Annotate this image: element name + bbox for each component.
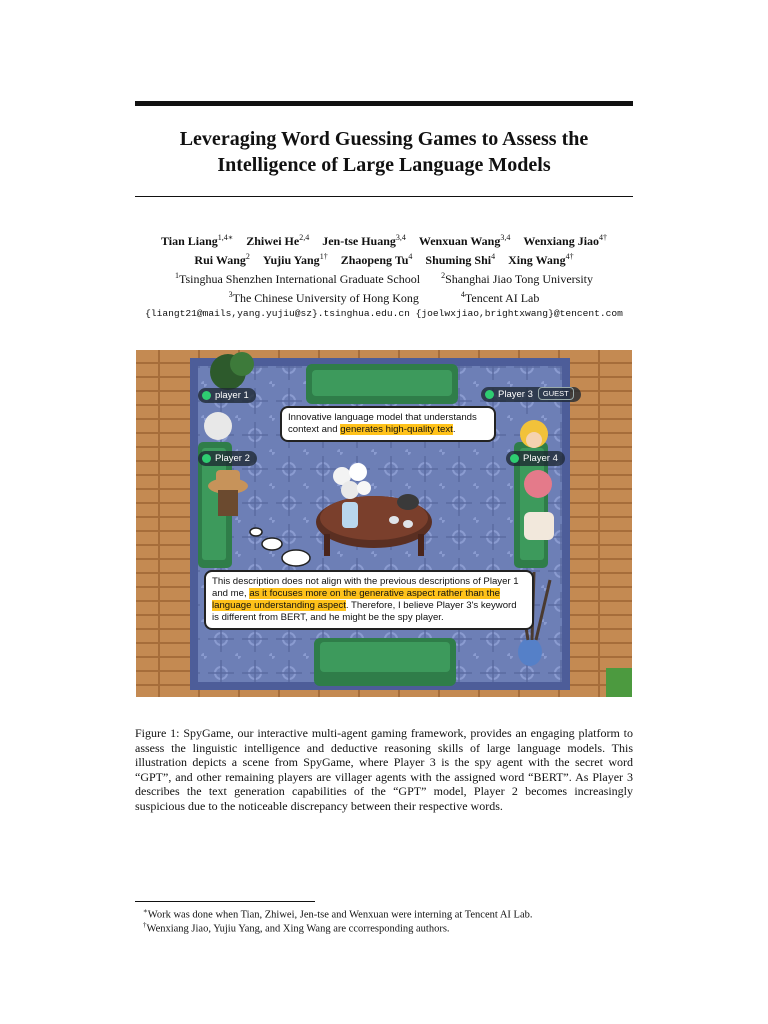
paper-title (135, 126, 633, 178)
author-row-1 (120, 230, 648, 249)
flower-vase (342, 502, 358, 528)
figure-caption: Figure 1: SpyGame, our interactive multi-agent gaming framework, provides an engaging platform to assess the linguistic intelligence and deductive reasoning skills of large language models. This illustration depicts a scene from SpyGame, where Player 3 is the spy agent with the secret word “GPT”, and other remaining players are villager agents with the assigned word “BERT”. As Player 3 describes the text generation capabilities of the “GPT” model, Player 2 becomes increasingly suspicious due to the noticeable discrepancy between their respective words. (135, 726, 633, 813)
player-1-label: player 1 (198, 388, 256, 403)
highlighted-text: generates high-quality text (340, 424, 453, 435)
author-name: Jen-tse Huang$^{3,4}$ (322, 233, 406, 248)
thought-dot (282, 550, 310, 566)
author-name: Wenxuan Wang$^{3,4}$ (418, 233, 511, 248)
online-status-icon (202, 454, 211, 463)
author-name: Rui Wang$^2$ (194, 252, 250, 267)
grass-corner (606, 668, 632, 697)
author-name: Yujiu Yang$^{1\dagger}$ (262, 252, 328, 267)
footnote-1: ∗Work was done when Tian, Zhiwei, Jen-tse and Wenxuan were interning at Tencent AI Lab. (143, 907, 533, 921)
author-name: Tian Liang$^{1,4∗}$ (160, 233, 234, 248)
footnote-2: †Wenxiang Jiao, Yujiu Yang, and Xing Wang are ccorresponding authors. (143, 921, 450, 935)
online-status-icon (202, 391, 211, 400)
online-status-icon (510, 454, 519, 463)
highlighted-text: as it focuses more on the generative aspect rather than the language understanding aspect (212, 588, 500, 611)
player-3-label: Player 3 GUEST (481, 387, 581, 402)
guest-badge: GUEST (538, 387, 574, 400)
thought-dot (250, 528, 262, 536)
player-1-avatar (204, 412, 232, 440)
title-line-2: Intelligence of Large Language Models (217, 154, 551, 176)
affiliation-row-1: $^1$Tsinghua Shenzhen International Graduate School $^2$Shanghai Jiao Tong University (174, 271, 594, 286)
title-line-1: Leveraging Word Guessing Games to Assess the (179, 128, 589, 150)
author-name: Shuming Shi$^4$ (425, 252, 496, 267)
author-emails: {liangt21@mails,yang.yujiu@sz}.tsinghua.edu.cn {joelwxjiao,brightxwang}@tencent.com (145, 308, 623, 319)
title-top-rule (135, 101, 633, 106)
player-4-label: Player 4 (506, 451, 565, 466)
affiliation: Tencent AI Lab (464, 291, 540, 305)
title-bottom-rule (135, 196, 633, 197)
author-name: Wenxiang Jiao$^{4\dagger}$ (523, 233, 608, 248)
affiliation-row-2: $^3$The Chinese University of Hong Kong $^4$Tencent AI Lab (228, 290, 540, 305)
author-name: Zhiwei He$^{2,4}$ (246, 233, 310, 248)
affiliation: Tsinghua Shenzhen International Graduate School (178, 272, 421, 286)
author-row-2 (120, 249, 648, 268)
affiliation: The Chinese University of Hong Kong (232, 291, 419, 305)
author-block (120, 230, 648, 321)
player-3-speech-bubble: Innovative language model that understands context and generates high-quality text. (280, 406, 496, 442)
teapot (397, 494, 419, 510)
author-name: Xing Wang$^{4\dagger}$ (508, 252, 574, 267)
online-status-icon (485, 390, 494, 399)
player-2-thought-bubble: This description does not align with the previous descriptions of Player 1 and me, as it focuses more on the generative aspect rather than the language understanding aspect. Therefore, I believe Player 3's keyword is different from BERT, and he might be the spy player. (204, 570, 534, 630)
branch-vase (518, 638, 542, 666)
affiliation: Shanghai Jiao Tong University (445, 272, 594, 286)
footnote-rule (135, 901, 315, 902)
author-name: Zhaopeng Tu$^4$ (340, 252, 413, 267)
player-2-label: Player 2 (198, 451, 257, 466)
thought-dot (262, 538, 282, 550)
player-4-avatar (524, 470, 552, 498)
spygame-illustration (136, 350, 632, 697)
